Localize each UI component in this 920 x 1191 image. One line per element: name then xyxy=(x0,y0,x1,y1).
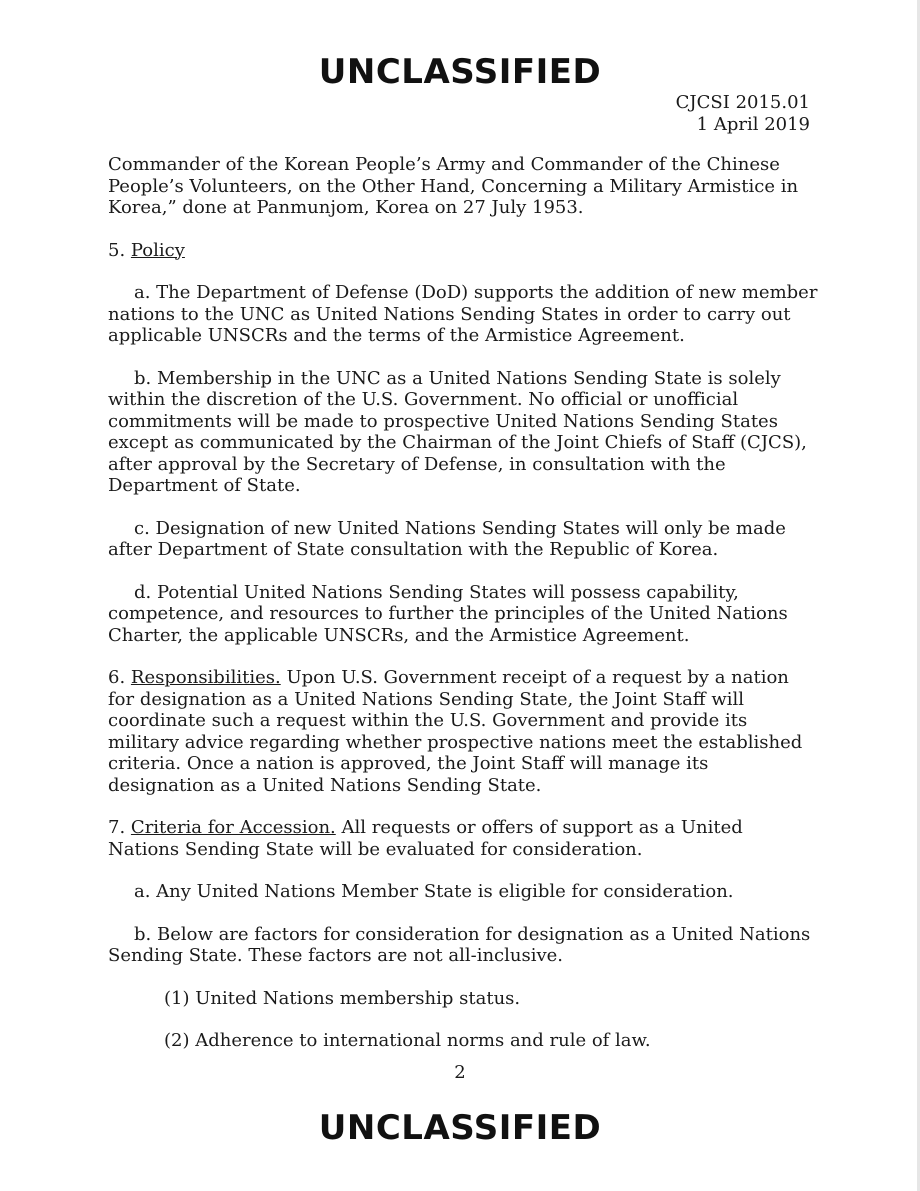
section-7b: b. Below are factors for consideration for designation as a United Nations Sending State. These factors are not all-inclusive. xyxy=(108,923,811,966)
intro-paragraph: Commander of the Korean People’s Army and Commander of the Chinese People’s Volunteers, on the Other Hand, Concerning a Military Armistice in Korea,” done at Panmunjom, Korea on 27 July 1953. xyxy=(108,154,799,218)
document-date: 1 April 2019 xyxy=(696,114,810,135)
section-5-heading: Policy xyxy=(130,239,185,261)
section-6 xyxy=(108,667,818,796)
document-body xyxy=(108,154,818,1073)
section-6-heading: Responsibilities. xyxy=(130,667,281,688)
section-5d: d. Potential United Nations Sending States will possess capability, competence, and resources to further the principles of the United Nations Charter, the applicable UNSCRs, and the Armistice Agreement. xyxy=(108,581,788,646)
section-7b-1: (1) United Nations membership status. xyxy=(164,987,521,1009)
section-5-heading-line xyxy=(108,240,818,262)
section-7-number: 7. xyxy=(108,817,126,838)
section-7a: a. Any United Nations Member State is eligible for consideration. xyxy=(134,881,734,902)
document-number: CJCSI 2015.01 xyxy=(675,92,810,113)
section-5b: b. Membership in the UNC as a United Nations Sending State is solely within the discretion of the U.S. Government. No official or unofficial commitments will be made to prospective United Nations Sending States except as communicated by the Chairman of the Joint Chiefs of Staff (CJCS), after approval by the Secretary of Defense, in consultation with the Department of State. xyxy=(108,367,807,496)
section-6-number: 6. xyxy=(108,667,126,688)
classification-banner-top: UNCLASSIFIED xyxy=(318,52,602,92)
section-5c: c. Designation of new United Nations Sending States will only be made after Department of State consultation with the Republic of Korea. xyxy=(108,517,786,560)
section-6-text: Upon U.S. Government receipt of a request by a nation for designation as a United Nations Sending State, the Joint Staff will coordinate such a request within the U.S. Government and provide its military advice regarding whether prospective nations meet the established criteria. Once a nation is approved, the Joint Staff will manage its designation as a United Nations Sending State. xyxy=(108,667,803,796)
page-number: 2 xyxy=(454,1062,466,1083)
document-reference xyxy=(676,92,810,136)
section-7 xyxy=(108,817,818,860)
section-7-heading: Criteria for Accession. xyxy=(130,817,336,838)
section-5-number: 5. xyxy=(108,239,126,261)
section-7b-2: (2) Adherence to international norms and rule of law. xyxy=(164,1030,651,1051)
classification-banner-bottom: UNCLASSIFIED xyxy=(318,1108,602,1148)
section-7-text: All requests or offers of support as a United Nations Sending State will be evaluated for consideration. xyxy=(108,817,743,860)
section-5a: a. The Department of Defense (DoD) supports the addition of new member nations to the UNC as United Nations Sending States in order to carry out applicable UNSCRs and the terms of the Armistice Agreement. xyxy=(108,282,818,346)
